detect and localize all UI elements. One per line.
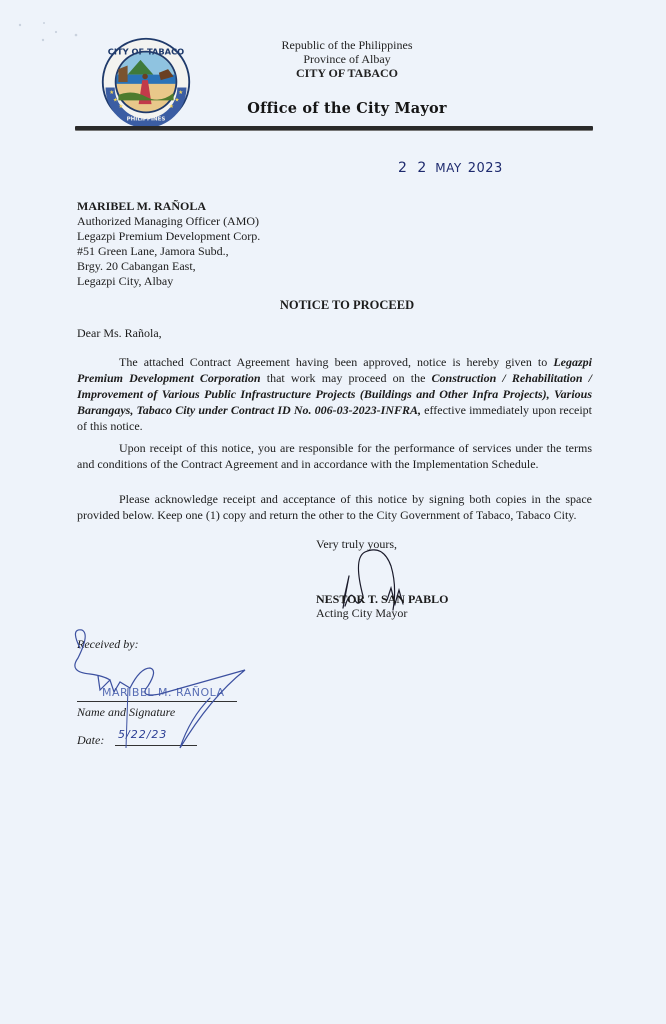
p1-text-1: The attached Contract Agreement having been approved, notice is hereby given to [119, 355, 554, 369]
p1-project-description: Construction / Rehabilitation / Improvement of Various Public Infrastructure Projects (Buildings and Other Infra Projects), Various Barangays, Tabaco City under Contract ID No. 006-03-2023-INFRA, [77, 371, 593, 417]
letterhead-republic: Republic of the Philippines [281, 38, 413, 52]
recipient-name-stamp: MARIBEL M. RAÑOLA [102, 686, 225, 699]
received-date-value: 5/22/23 [118, 728, 168, 741]
received-by-label: Received by: [77, 637, 139, 651]
stamp-year: 2023 [467, 161, 503, 176]
salutation: Dear Ms. Rañola, [77, 326, 162, 340]
svg-text:★: ★ [109, 89, 115, 96]
closing: Very truly yours, [316, 537, 397, 551]
svg-text:★: ★ [169, 103, 174, 110]
recipient-signature [60, 628, 255, 758]
recipient-street: #51 Green Lane, Jamora Subd., [77, 244, 229, 258]
p1-contractor-name: Legazpi Premium Development Corporation [77, 355, 592, 385]
received-date-stamp [398, 160, 503, 176]
signer-name: NESTOR T. SAN PABLO [316, 592, 449, 606]
signer-block [316, 592, 448, 620]
seal-bottom-text: PHILIPPINES [126, 116, 166, 123]
stamp-month: MAY [435, 161, 462, 175]
svg-text:★: ★ [118, 103, 124, 110]
recipient-address-block [77, 199, 260, 289]
body-paragraph-2: Upon receipt of this notice, you are responsible for the performance of services under the terms and conditions of the Contract Agreement and in accordance with the Implementation Schedule. [77, 441, 592, 471]
signer-title: Acting City Mayor [316, 606, 408, 620]
name-signature-label: Name and Signature [77, 705, 176, 719]
recipient-city: Legazpi City, Albay [77, 274, 174, 288]
svg-text:★: ★ [174, 97, 180, 104]
recipient-company: Legazpi Premium Development Corp. [77, 229, 261, 243]
body-paragraph-1 [77, 354, 592, 434]
svg-text:★: ★ [178, 89, 184, 96]
recipient-position: Authorized Managing Officer (AMO) [77, 214, 260, 228]
letterhead-city: CITY OF TABACO [295, 66, 398, 80]
date-label: Date: [77, 733, 105, 747]
stamp-day: 2 2 [398, 160, 430, 176]
svg-text:★: ★ [112, 97, 118, 104]
p1-text-2: that work may proceed on the [260, 371, 432, 385]
recipient-barangay: Brgy. 20 Cabangan East, [77, 259, 196, 273]
letterhead-province: Province of Albay [303, 52, 391, 66]
recipient-name: MARIBEL M. RAÑOLA [77, 199, 207, 213]
office-title: Office of the City Mayor [247, 100, 447, 117]
notice-title: NOTICE TO PROCEED [279, 298, 415, 312]
body-paragraph-3: Please acknowledge receipt and acceptance of this notice by signing both copies in the space provided below. Keep one (1) copy and return the other to the City Government of Tabaco, Tabaco City. [77, 492, 592, 522]
header-rule [75, 126, 593, 130]
seal-top-text: CITY OF TABACO [107, 46, 185, 57]
p1-text-3: effective immediately upon receipt of this notice. [77, 403, 593, 433]
